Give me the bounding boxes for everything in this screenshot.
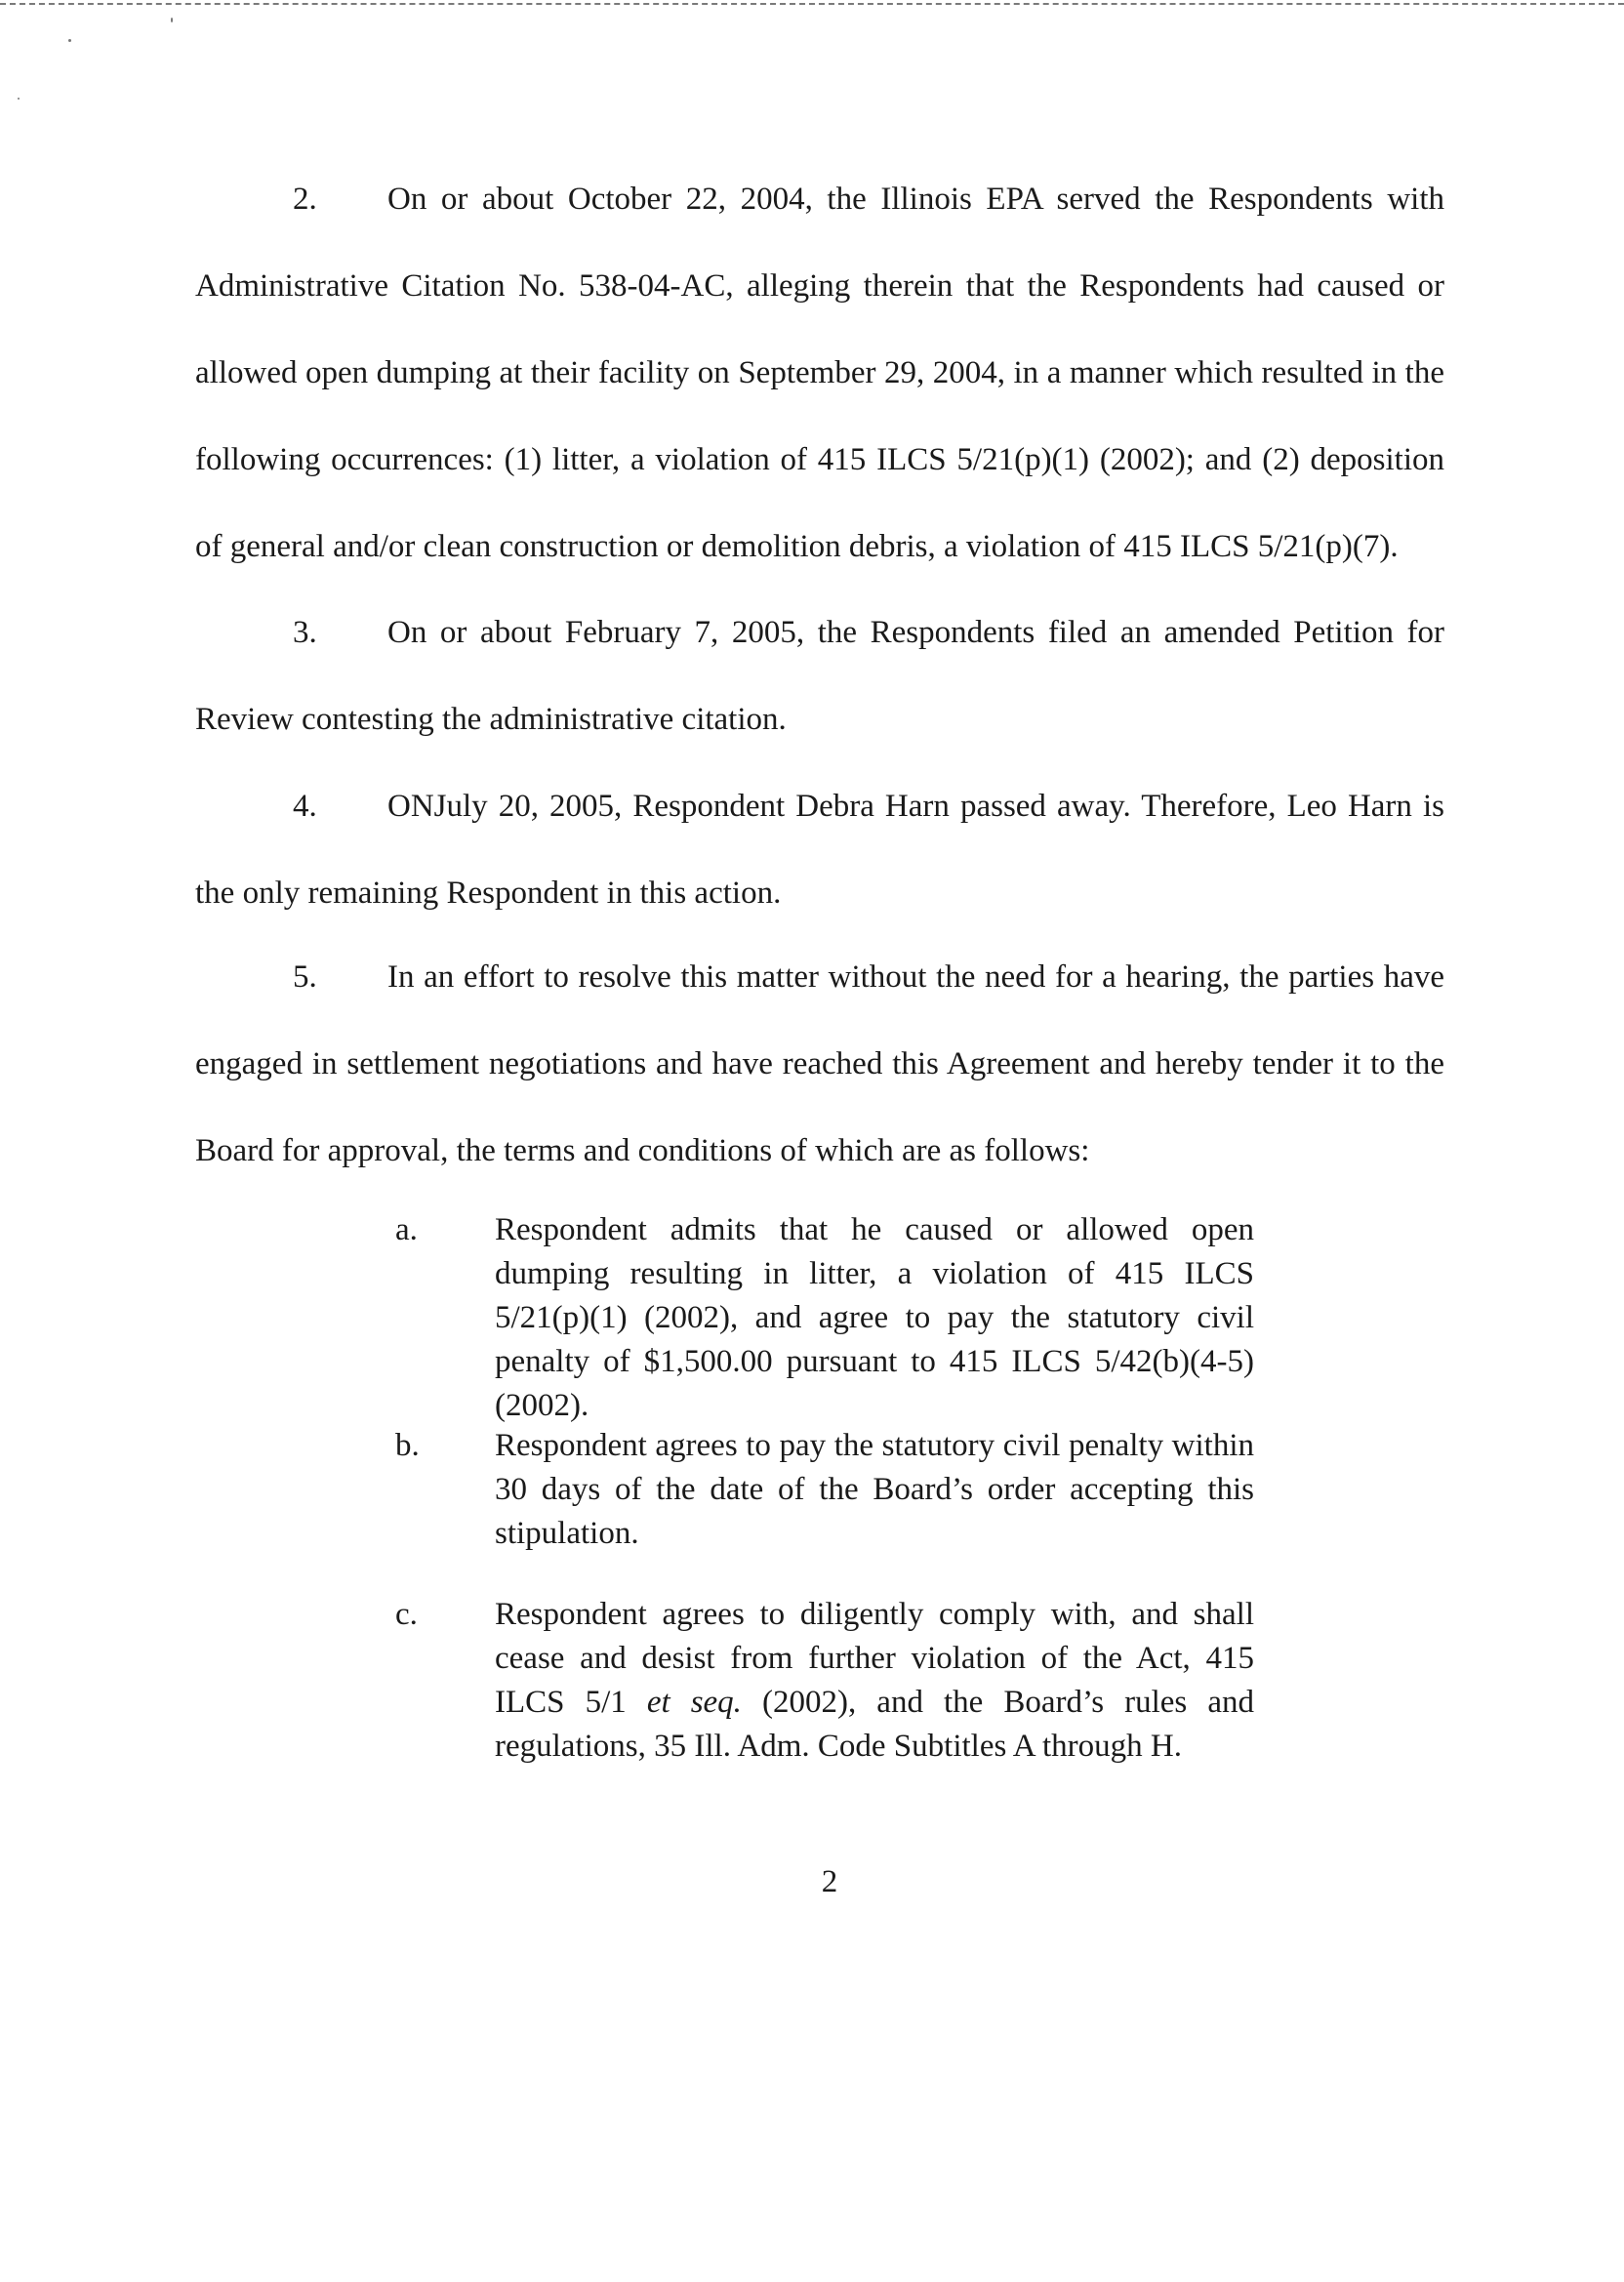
paragraph-number: 4. (293, 789, 317, 824)
scan-speck (68, 39, 71, 42)
paragraph-3 (195, 590, 1444, 763)
scan-speck (18, 98, 20, 100)
scan-top-border (0, 3, 1624, 5)
scan-speck (171, 18, 173, 22)
paragraph-text: On or about October 22, 2004, the Illinois EPA served the Respondents with Administrative Citation No. 538-04-AC, alleging therein that the Respondents had caused or allowed open dumping at their facility on September 29, 2004, in a manner which resulted in the following occurrences: (1) litter, a violation of 415 ILCS 5/21(p)(1) (2002); and (2) deposition of general and/or clean construction or demolition debris, a violation of 415 ILCS 5/21(p)(7). (195, 182, 1444, 564)
paragraph-5 (195, 934, 1444, 1195)
paragraph-text: ONJuly 20, 2005, Respondent Debra Harn passed away. Therefore, Leo Harn is the only remaining Respondent in this action. (195, 789, 1444, 911)
sub-item-c (395, 1593, 1254, 1769)
sub-item-letter: b. (395, 1428, 420, 1463)
paragraph-text: In an effort to resolve this matter without the need for a hearing, the parties have engaged in settlement negotiations and have reached this Agreement and hereby tender it to the Board for approval, the terms and conditions of which are as follows: (195, 959, 1444, 1168)
sub-item-b (395, 1424, 1254, 1556)
sub-item-text-part: Respondent agrees to diligently comply with, and shall cease and desist from further violation of the Act, 415 ILCS 5/1 (495, 1597, 1254, 1720)
latin-phrase: et seq. (646, 1685, 742, 1720)
paragraph-4 (195, 763, 1444, 937)
paragraph-text: On or about February 7, 2005, the Respondents filed an amended Petition for Review contesting the administrative citation. (195, 615, 1444, 737)
sub-item-a (395, 1208, 1254, 1428)
sub-item-text: Respondent admits that he caused or allowed open dumping resulting in litter, a violation of 415 ILCS 5/21(p)(1) (2002), and agree to pay the statutory civil penalty of $1,500.00 pursuant to 415 ILCS 5/42(b)(4-5) (2002). (495, 1212, 1254, 1423)
page-number: 2 (821, 1864, 838, 1899)
sub-item-text: Respondent agrees to pay the statutory civil penalty within 30 days of the date of the Board’s order accepting this stipulation. (495, 1428, 1254, 1551)
sub-item-text-part: (2002), and the Board’s rules and regulations, 35 Ill. Adm. Code Subtitles A through H. (495, 1685, 1254, 1764)
sub-item-text (495, 1593, 1254, 1769)
sub-item-letter: c. (395, 1597, 418, 1632)
paragraph-number: 2. (293, 182, 317, 217)
sub-item-letter: a. (395, 1212, 418, 1247)
paragraph-number: 3. (293, 615, 317, 650)
paragraph-number: 5. (293, 959, 317, 995)
paragraph-2 (195, 156, 1444, 591)
